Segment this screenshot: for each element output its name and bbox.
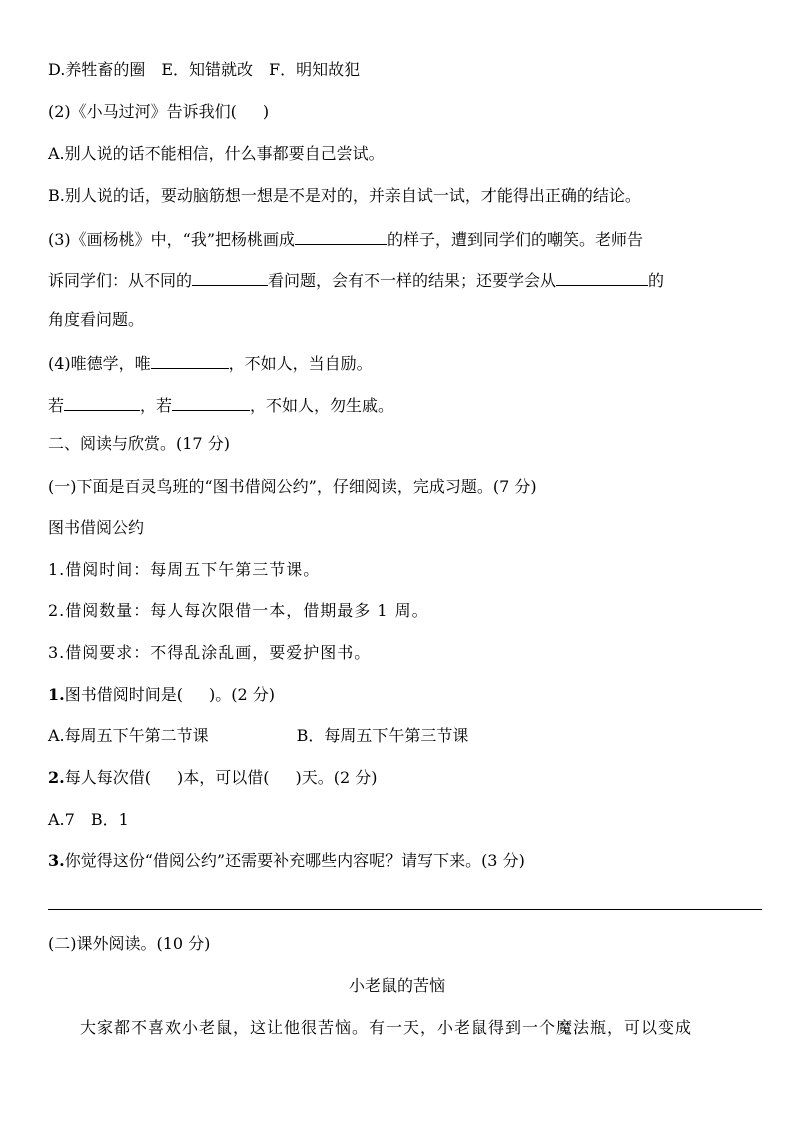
question-3-text-e: 的 xyxy=(648,271,665,290)
question-3-line-1 xyxy=(48,228,764,250)
question-3-text-f: 角度看问题。 xyxy=(48,310,145,329)
rule-1-text: 1.借阅时间：每周五下午第三节课。 xyxy=(48,560,321,579)
reading-q1-number: 1. xyxy=(48,685,65,704)
reading-q2-options xyxy=(48,810,764,830)
question-4-line-2 xyxy=(48,394,764,416)
reading-q1-options xyxy=(48,726,764,746)
question-3-line-3 xyxy=(48,310,764,330)
reading-question-2 xyxy=(48,768,764,788)
option-b-text: B.别人说的话，要动脑筋想一想是不是对的，并亲自试一试，才能得出正确的结论。 xyxy=(48,186,641,205)
rule-2 xyxy=(48,601,764,621)
rule-3-text: 3.借阅要求：不得乱涂乱画，要爱护图书。 xyxy=(48,643,372,662)
reading-q2-text-a: 每人每次借( xyxy=(64,768,151,787)
question-3-text-a: (3)《画杨桃》中，“我”把杨桃画成 xyxy=(48,230,296,249)
question-4-line-1 xyxy=(48,352,764,374)
reading-q2-options-text: A.7 B．1 xyxy=(48,810,129,829)
answer-line[interactable] xyxy=(48,909,762,910)
fill-blank-2[interactable] xyxy=(192,269,268,286)
rule-3 xyxy=(48,643,764,663)
question-4-text-b: ，不如人，当自励。 xyxy=(228,354,373,373)
question-4-text-c: 若 xyxy=(48,396,65,415)
section-2-heading xyxy=(48,434,764,454)
reading-q1-option-b: B．每周五下午第三节课 xyxy=(296,726,469,745)
reading-q2-text-c: )天。(2 分) xyxy=(295,768,378,787)
fill-blank-3[interactable] xyxy=(556,269,648,286)
reading-question-1 xyxy=(48,685,764,705)
question-3-text-c: 诉同学们：从不同的 xyxy=(48,271,193,290)
reading-q2-text-b: )本，可以借( xyxy=(176,768,270,787)
part-1-title: (一)下面是百灵鸟班的“图书借阅公约”，仔细阅读，完成习题。(7 分) xyxy=(48,477,537,496)
question-4-text-a: (4)唯德学，唯 xyxy=(48,354,151,373)
reading-q1-option-a: A.每周五下午第二节课 xyxy=(48,726,209,745)
part-2-title: (二)课外阅读。(10 分) xyxy=(48,934,211,953)
reading-q3-text: 你觉得这份“借阅公约”还需要补充哪些内容呢？请写下来。(3 分) xyxy=(64,851,525,870)
question-2-close: ) xyxy=(262,102,270,121)
reading-q1-score: )。(2 分) xyxy=(208,685,275,704)
options-d-e-f xyxy=(48,60,764,80)
part-1-heading xyxy=(48,477,764,497)
rules-title xyxy=(48,518,764,538)
reading-q1-text: 图书借阅时间是( xyxy=(64,685,183,704)
options-text: D.养牲畜的圈 E．知错就改 F．明知故犯 xyxy=(48,60,361,79)
option-b xyxy=(48,186,764,206)
part-2-heading xyxy=(48,934,764,954)
question-3-text-b: 的样子，遭到同学们的嘲笑。老师告 xyxy=(387,230,644,249)
fill-blank-4[interactable] xyxy=(151,352,229,369)
rules-title-text: 图书借阅公约 xyxy=(48,518,145,537)
rule-1 xyxy=(48,560,764,580)
option-a xyxy=(48,144,764,164)
rule-2-text: 2.借阅数量：每人每次限借一本，借期最多 1 周。 xyxy=(48,601,429,620)
story-paragraph-1 xyxy=(80,1018,764,1038)
reading-q3-number: 3. xyxy=(48,851,65,870)
fill-blank-5[interactable] xyxy=(64,394,140,411)
question-2-text: (2)《小马过河》告诉我们( xyxy=(48,102,237,121)
question-4-text-e: ，不如人，勿生戚。 xyxy=(250,396,395,415)
fill-blank-6[interactable] xyxy=(172,394,250,411)
question-4-text-d: ，若 xyxy=(140,396,173,415)
section-2-title: 二、阅读与欣赏。(17 分) xyxy=(48,434,230,453)
reading-question-3 xyxy=(48,851,764,871)
option-a-text: A.别人说的话不能相信，什么事都要自己尝试。 xyxy=(48,144,385,163)
question-2 xyxy=(48,102,764,122)
question-3-text-d: 看问题，会有不一样的结果；还要学会从 xyxy=(268,271,557,290)
fill-blank-1[interactable] xyxy=(295,228,387,245)
question-3-line-2 xyxy=(48,269,764,291)
story-title-text: 小老鼠的苦恼 xyxy=(348,976,445,995)
story-text: 大家都不喜欢小老鼠，这让他很苦恼。有一天，小老鼠得到一个魔法瓶，可以变成 xyxy=(80,1018,693,1037)
reading-q2-number: 2. xyxy=(48,768,65,787)
story-title xyxy=(0,976,794,996)
